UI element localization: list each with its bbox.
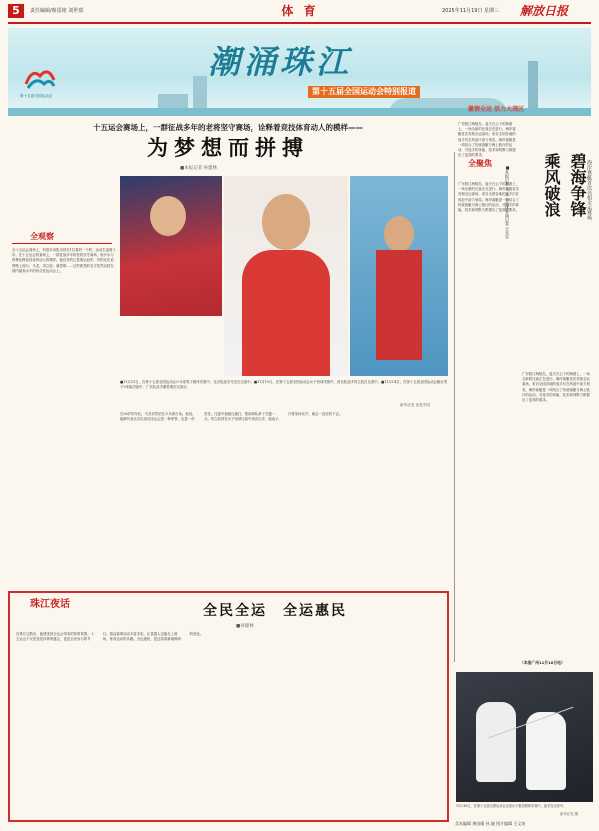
lead-photo-caption: ■11月15日，在第十五届全国运动会乒乓球男子团体决赛中，北京队选手马龙在比赛中。■11月15日，在第十五届全国运动会女子铅球决赛中，河北队选手巩立姣在比赛中。■11月14日，在第十五届全国运动会跳水男子3米板决赛中，广东队选手谢思埸在比赛后。 (120, 380, 448, 389)
lead-kicker: 十五运会赛场上，一群征战多年的老将坚守赛场，诠释着竞技体育动人的模样—— (93, 123, 363, 132)
editors-line: 责任编辑/蔡雷铭 刘世璟 (30, 8, 84, 14)
focus-body-top: 广东阳江海陵岛，蓝天白云下的海面上，一场全新的比赛正在进行。海岸赛艇首次亮相全运赛场，来自全国各地的选手们在风浪中奋力划桨。海岸赛艇是一项结合了传统赛艇与海上航行的运动，对选手的体能、技术和判断力都提出了更高的要求。 (458, 122, 516, 158)
banner-title: 潮涌珠江 (208, 43, 353, 81)
newspaper-logo: 解放日报 (520, 4, 569, 18)
night-talk-byline: ■孙建林 (236, 624, 254, 629)
games-emblem-icon (22, 62, 58, 92)
page-number: 5 (8, 4, 24, 18)
header-rule (8, 22, 591, 24)
lead-byline: ■本报记者 孙建林 (180, 166, 218, 171)
column-divider (454, 152, 455, 662)
lead-photo-collage (120, 176, 448, 376)
night-talk-title: 全民全运 全运惠民 (203, 603, 347, 619)
emblem-caption: 第十五届全国运动会 (20, 94, 53, 98)
lead-body-right: 在36岁的年纪，马龙仍然站在乒乓球台前。他说，能够代表北京队参加全运会是一种荣誉，也是一份责任。比赛中他稳扎稳打，帮助球队拿下关键一分。巩立姣则在女子铅球比赛中再次出手，她表示只要身体允许，就会一直坚持下去。 (120, 412, 343, 422)
section-title: 体 育 (281, 4, 319, 18)
lead-body-left: 全十五运会赛场上，有很多身影出现在1位看的一个样，运动生涯数十年。在十五运会的赛场上，一群征战多年的老将坚守赛场，用汗水与拼搏诠释竞技体育动人的模样。他们有的已是奥运冠军，有的还在追梦路上前行。马龙、巩立姣、谢思埸……这些熟悉的名字依然活跃在国内最高水平的综合性运动会上。 (12, 248, 116, 273)
fencing-source: 新华社发 摄 (560, 812, 579, 816)
banner-subtitle: 第十五届全国运动会特别报道 (308, 86, 420, 98)
focus-body-left: 广东阳江海陵岛，蓝天白云下的海面上，一场全新的比赛正在进行。海岸赛艇首次亮相全运赛场，来自全国各地的选手们在风浪中奋力划桨。海岸赛艇是一项结合了传统赛艇与海上航行的运动，对选手的体能、技术和判断力都提出了更高的要求。 (458, 182, 520, 213)
photo-xie-siyi (350, 176, 448, 376)
photo-ma-long (120, 176, 222, 316)
photo-source: 新华社发 视觉中国 (400, 403, 430, 407)
focus-title-line1: 乘风破浪 (542, 153, 561, 217)
issue-date: 2025年11月19日 星期三 (442, 8, 500, 14)
special-report-banner (8, 28, 591, 116)
tag-underline (12, 243, 112, 244)
focus-subtitle: 海岸赛艇首次亮相全运赛场 (586, 160, 592, 220)
fencing-photo (456, 672, 593, 802)
photo-gong-lijiao (224, 176, 348, 376)
lead-title: 为梦想而拼搏 (147, 136, 309, 160)
focus-byline: ■本报记者 马 永 中国体育网记者 王光东 (505, 165, 510, 240)
night-talk-tag: 珠江夜话 (30, 599, 70, 610)
focus-body-right: 广东阳江海陵岛，蓝天白云下的海面上，一场全新的比赛正在进行。海岸赛艇首次亮相全运赛场，来自全国各地的选手们在风浪中奋力划桨。海岸赛艇是一项结合了传统赛艇与海上航行的运动，对选手的体能、技术和判断力都提出了更高的要求。 (522, 372, 590, 403)
footer-editors: 美术编辑 黄国耀 孙 婕 图片编辑 王文英 (455, 821, 526, 826)
night-talk-body: 在珠江边散步，能感受到全运会带来的浓厚氛围。十五运会不仅是竞技体育的盛会，更是全民参与的节日。群众赛事活动丰富多彩，让普通人也能走上赛场，体验运动的乐趣。全运惠民，是这届赛事最鲜明的底色。 (16, 632, 204, 642)
focus-source: （本报广州11月18日电） (520, 660, 565, 665)
lead-section-tag: 全观察 (30, 232, 54, 241)
fencing-caption: 11月16日，在第十五届全国运动会击剑女子重剑团体决赛中，选手在比赛中。 (456, 804, 567, 808)
focus-title-line2: 碧海争锋 (568, 153, 587, 217)
focus-tag: 全聚焦 (468, 159, 492, 168)
page-header (0, 0, 599, 24)
banner-slogan: 激情全运 活力大湾区 (468, 106, 525, 113)
